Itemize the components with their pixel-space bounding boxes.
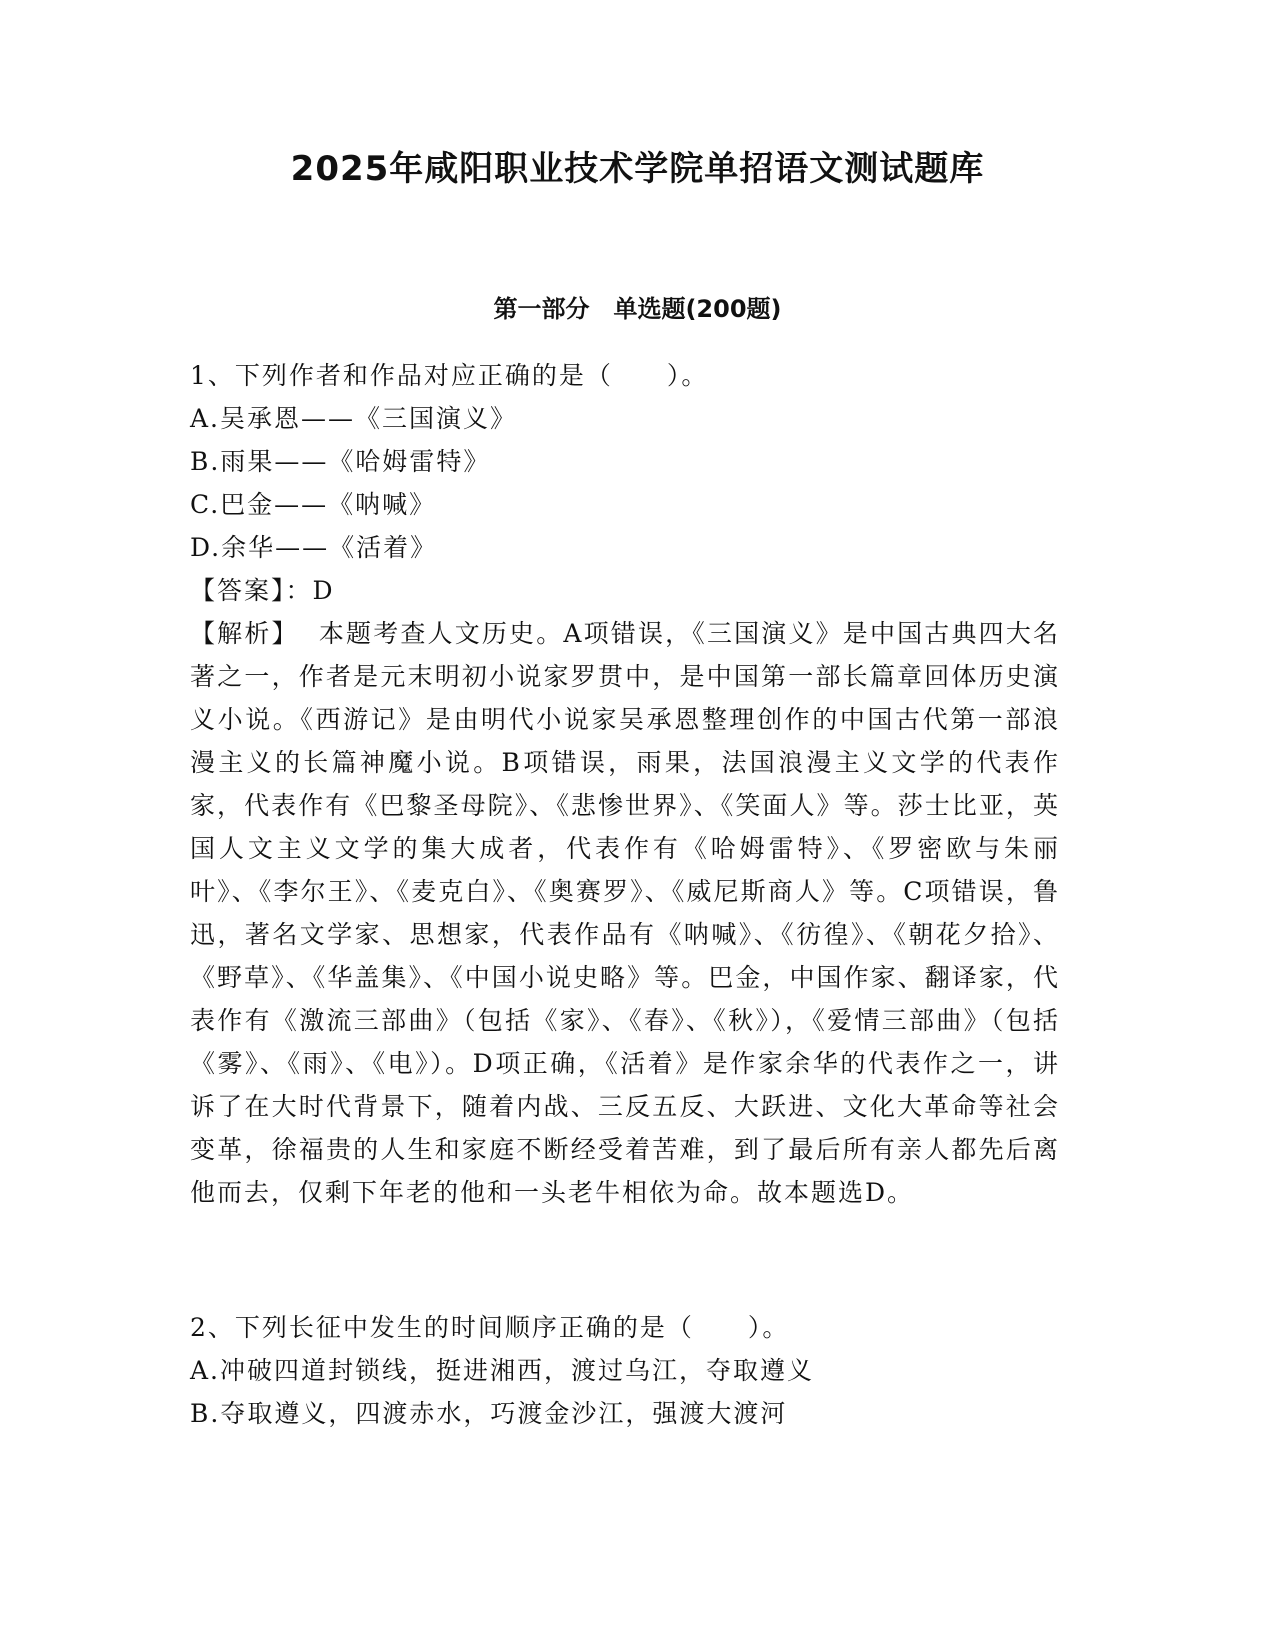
question-stem: 1、下列作者和作品对应正确的是（ ）。	[190, 361, 709, 390]
question-2	[190, 1306, 1085, 1435]
answer-label: 【答案】	[190, 576, 286, 605]
option-d: D.余华——《活着》	[190, 533, 438, 562]
analysis-label: 【解析】	[190, 619, 299, 648]
analysis-paragraph	[190, 612, 1060, 1214]
document-title: 2025年咸阳职业技术学院单招语文测试题库	[290, 149, 985, 189]
option-a: A.吴承恩——《三国演义》	[190, 404, 518, 433]
option-b: B.雨果——《哈姆雷特》	[190, 447, 491, 476]
question-1	[190, 354, 1085, 1214]
option-a: A.冲破四道封锁线，挺进湘西，渡过乌江，夺取遵义	[190, 1356, 815, 1385]
answer-line	[190, 569, 1085, 612]
analysis-text: 本题考查人文历史。A项错误，《三国演义》是中国古典四大名著之一，作者是元末明初小说家罗贯中，是中国第一部长篇章回体历史演义小说。《西游记》是由明代小说家吴承恩整理创作的中国古代第一部浪漫主义的长篇神魔小说。B项错误，雨果，法国浪漫主义文学的代表作家，代表作有《巴黎圣母院》、《悲惨世界》、《笑面人》等。莎士比亚，英国人文主义文学的集大成者，代表作有《哈姆雷特》、《罗密欧与朱丽叶》、《李尔王》、《麦克白》、《奥赛罗》、《威尼斯商人》等。C项错误，鲁迅，著名文学家、思想家，代表作品有《呐喊》、《彷徨》、《朝花夕拾》、《野草》、《华盖集》、《中国小说史略》等。巴金，中国作家、翻译家，代表作有《激流三部曲》（包括《家》、《春》、《秋》），《爱情三部曲》（包括《雾》、《雨》、《电》）。D项正确，《活着》是作家余华的代表作之一，讲诉了在大时代背景下，随着内战、三反五反、大跃进、文化大革命等社会变革，徐福贵的人生和家庭不断经受着苦难，到了最后所有亲人都先后离他而去，仅剩下年老的他和一头老牛相依为命。故本题选D。	[190, 619, 1060, 1207]
option-b: B.夺取遵义，四渡赤水，巧渡金沙江，强渡大渡河	[190, 1399, 788, 1428]
answer-value: ：D	[285, 576, 335, 605]
question-stem: 2、下列长征中发生的时间顺序正确的是（ ）。	[190, 1313, 790, 1342]
option-c: C.巴金——《呐喊》	[190, 490, 437, 519]
section-heading: 第一部分 单选题(200题)	[493, 295, 782, 323]
